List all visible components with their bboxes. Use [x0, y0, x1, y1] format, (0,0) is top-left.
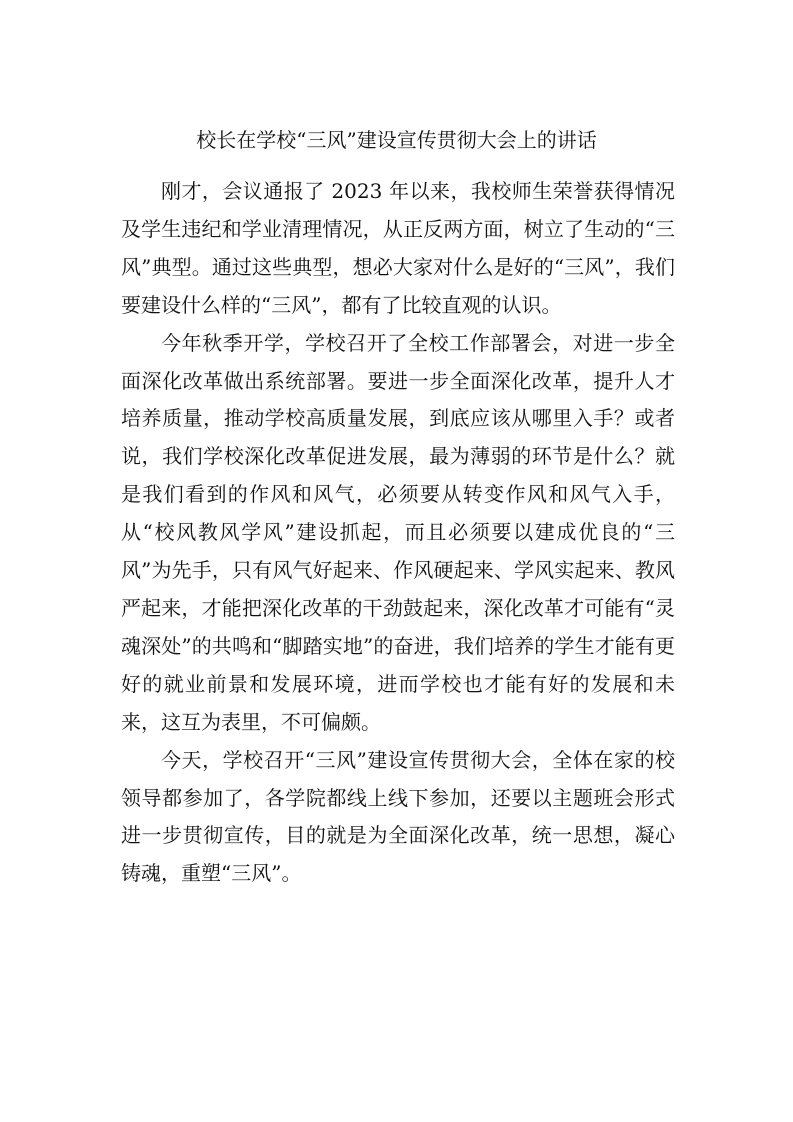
paragraph-3: 今天，学校召开“三风”建设宣传贯彻大会，全体在家的校领导都参加了，各学院都线上线下参加，还要以主题班会形式进一步贯彻宣传，目的就是为全面深化改革，统一思想，凝心铸魂，重塑“三风”。 [121, 747, 675, 886]
paragraph-2: 今年秋季开学，学校召开了全校工作部署会，对进一步全面深化改革做出系统部署。要进一步全面深化改革，提升人才培养质量，推动学校高质量发展，到底应该从哪里入手？或者说，我们学校深化改革促进发展，最为薄弱的环节是什么？就是我们看到的作风和风气，必须要从转变作风和风气入手，从“校风教风学风”建设抓起，而且必须要以建成优良的“三风”为先手，只有风气好起来、作风硬起来、学风实起来、教风严起来，才能把深化改革的干劲鼓起来，深化改革才可能有“灵魂深处”的共鸣和“脚踏实地”的奋进，我们培养的学生才能有更好的就业前景和发展环境，进而学校也才能有好的发展和未来，这互为表里，不可偏颇。 [121, 330, 675, 734]
paragraph-1: 刚才，会议通报了 2023 年以来，我校师生荣誉获得情况及学生违纪和学业清理情况，从正反两方面，树立了生动的“三风”典型。通过这些典型，想必大家对什么是好的“三风”，我们要建设什么样的“三风”，都有了比较直观的认识。 [121, 179, 675, 317]
document-title: 校长在学校“三风”建设宣传贯彻大会上的讲话 [196, 128, 597, 152]
document-body [121, 173, 675, 893]
